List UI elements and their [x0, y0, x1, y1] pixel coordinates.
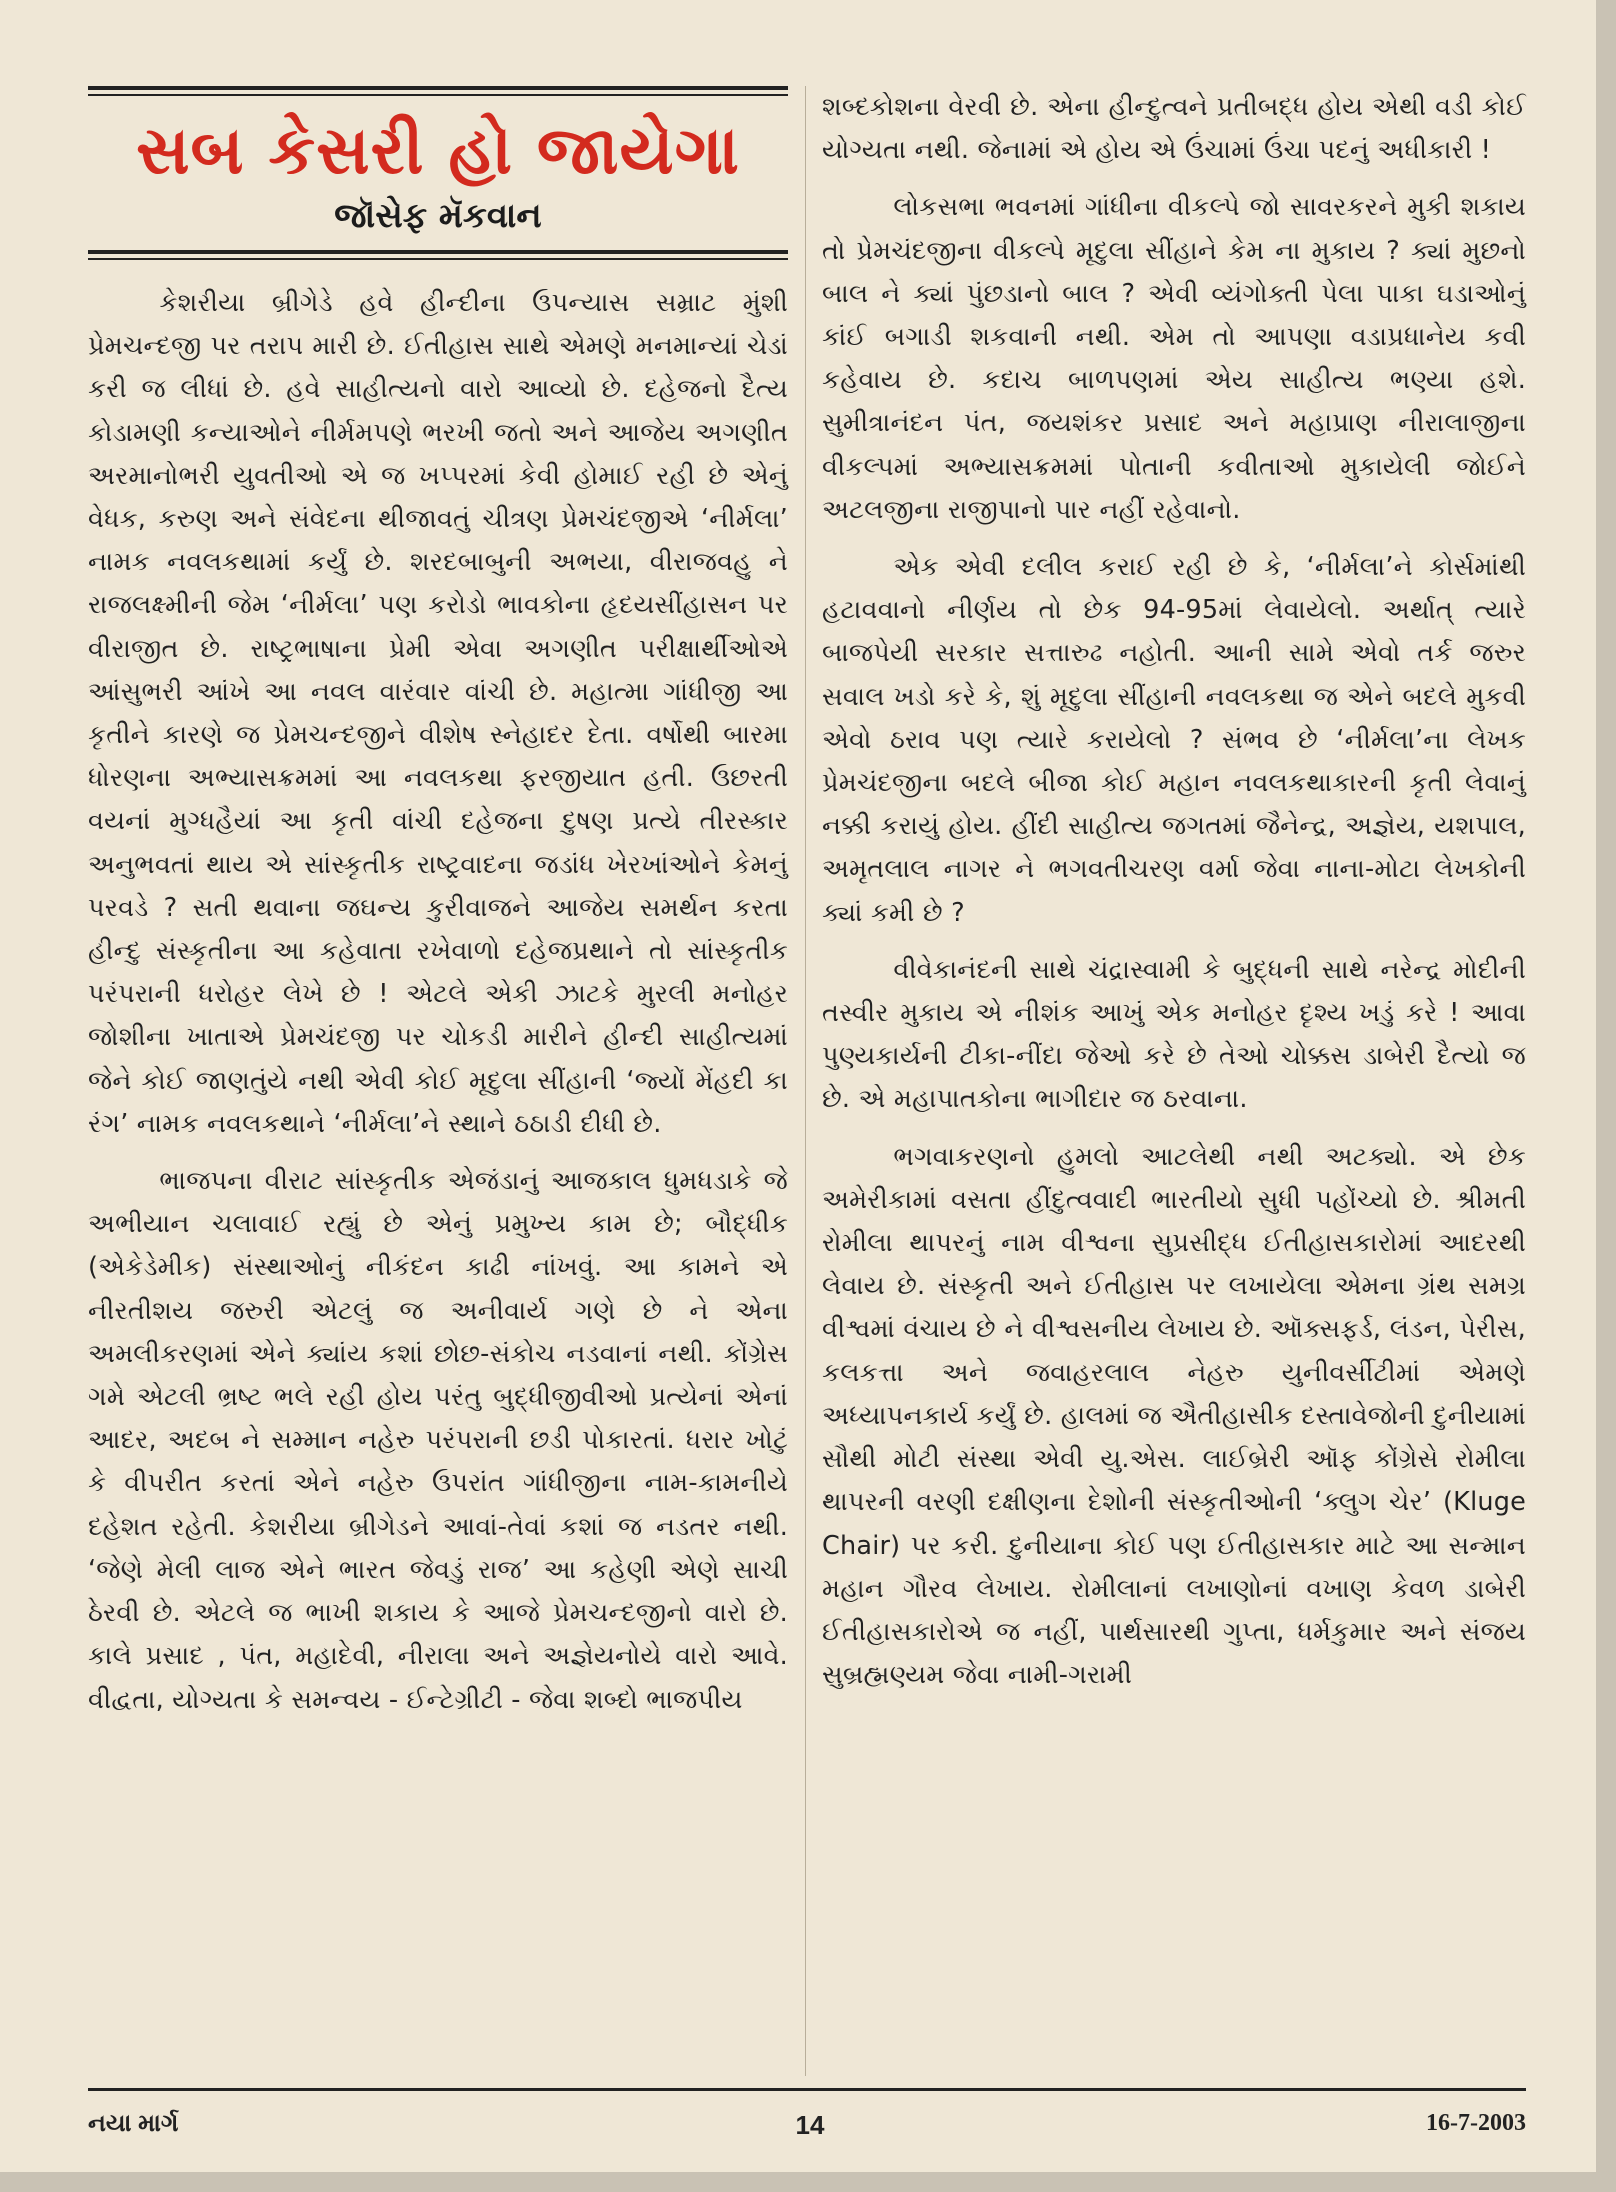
issue-date: 16-7-2003: [1426, 2110, 1526, 2136]
article-paragraph: ભાજપના વીરાટ સાંસ્કૃતીક એજંડાનું આજકાલ ધુમધડાકે જે અભીયાન ચલાવાઈ રહ્યું છે એનું પ્રમુખ્ય કામ છે; બૌદ્ધીક (એકેડેમીક) સંસ્થાઓનું નીકંદન કાઢી નાંખવું. આ કામને એ નીરતીશય જરુરી એટલું જ અનીવાર્ય ગણે છે ને એના અમલીકરણમાં એને ક્યાંય કશાં છોછ-સંકોચ નડવાનાં નથી. કોંગ્રેસ ગમે એટલી ભ્રષ્ટ ભલે રહી હોય પરંતુ બુદ્ધીજીવીઓ પ્રત્યેનાં એનાં આદર, અદબ ને સમ્માન નહેરુ પરંપરાની છડી પોકારતાં. ધરાર ખોટું કે વીપરીત કરતાં એને નહેરુ ઉપરાંત ગાંધીજીના નામ-કામનીયે દહેશત રહેતી. કેશરીયા બ્રીગેડને આવાં-તેવાં કશાં જ નડતર નથી. ‘જેણે મેલી લાજ એને ભારત જેવડું રાજ’ આ કહેણી એણે સાચી ઠેરવી છે. એટલે જ ભાખી શકાય કે આજે પ્રેમચન્દજીનો વારો છે. કાલે પ્રસાદ , પંત, મહાદેવી, નીરાલા અને અજ્ઞેયનોયે વારો આવે. વીદ્વતા, યોગ્યતા કે સમન્વય - ઈન્ટેગ્રીટી - જેવા શબ્દો ભાજપીય: [88, 1166, 788, 1715]
magazine-name: નયા માર્ગ: [88, 2110, 179, 2137]
column-divider: [805, 86, 806, 2076]
article-paragraph: શબ્દકોશના વેરવી છે. એના હીન્દુત્વને પ્રતીબદ્ધ હોય એથી વડી કોઈ યોગ્યતા નથી. જેનામાં એ હોય એ ઉંચામાં ઉંચા પદનું અધીકારી !: [822, 92, 1526, 166]
article-paragraph: ભગવાકરણનો હુમલો આટલેથી નથી અટક્યો. એ છેક અમેરીકામાં વસતા હીંદુત્વવાદી ભારતીયો સુધી પહોંચ્યો છે. શ્રીમતી રોમીલા થાપરનું નામ વીશ્વના સુપ્રસીદ્ધ ઈતીહાસકારોમાં આદરથી લેવાય છે. સંસ્કૃતી અને ઈતીહાસ પર લખાયેલા એમના ગ્રંથ સમગ્ર વીશ્વમાં વંચાય છે ને વીશ્વસનીય લેખાય છે. ઑક્સફર્ડ, લંડન, પેરીસ, કલકત્તા અને જવાહરલાલ નેહરુ યુનીવર્સીટીમાં એમણે અધ્યાપનકાર્ય કર્યું છે. હાલમાં જ ઐતીહાસીક દસ્તાવેજોની દુનીયામાં સૌથી મોટી સંસ્થા એવી યુ.એસ. લાઈબ્રેરી ઑફ કોંગ્રેસે રોમીલા થાપરની વરણી દક્ષીણના દેશોની સંસ્કૃતીઓની ‘ક્લુગ ચેર’ (Kluge Chair) પર કરી. દુનીયાના કોઈ પણ ઈતીહાસકાર માટે આ સન્માન મહાન ગૌરવ લેખાય. રોમીલાનાં લખાણોનાં વખાણ કેવળ ડાબેરી ઈતીહાસકારોએ જ નહીં, પાર્થસારથી ગુપ્તા, ધર્મકુમાર અને સંજય સુબ્રહ્મણ્યમ જેવા નામી-ગરામી: [822, 1141, 1526, 1691]
title-top-rule-thin: [88, 94, 788, 96]
article-paragraph: લોકસભા ભવનમાં ગાંધીના વીકલ્પે જો સાવરકરને મુકી શકાય તો પ્રેમચંદજીના વીકલ્પે મૃદુલા સીંહાને કેમ ના મુકાય ? ક્યાં મુછનો બાલ ને ક્યાં પુંછડાનો બાલ ? એવી વ્યંગોક્તી પેલા પાકા ઘડાઓનું કાંઈ બગાડી શકવાની નથી. એમ તો આપણા વડાપ્રધાનેય કવી કહેવાય છે. કદાચ બાળપણમાં એય સાહીત્ય ભણ્યા હશે. સુમીત્રાનંદન પંત, જયશંકર પ્રસાદ અને મહાપ્રાણ નીરાલાજીના વીકલ્પમાં અભ્યાસક્રમમાં પોતાની કવીતાઓ મુકાયેલી જોઈને અટલજીના રાજીપાનો પાર નહીં રહેવાનો.: [822, 192, 1526, 525]
right-column: [822, 86, 1526, 1697]
title-bottom-rule-thin: [88, 258, 788, 260]
left-column: [88, 282, 788, 1722]
article-title: સબ કેસરી હો જાયેગા: [136, 112, 740, 189]
footer-rule: [88, 2088, 1526, 2091]
article-paragraph: એક એવી દલીલ કરાઈ રહી છે કે, ‘નીર્મલા’ને કોર્સમાંથી હટાવવાનો નીર્ણય તો છેક 94-95માં લેવાયેલો. અર્થાત્ ત્યારે બાજપેયી સરકાર સત્તારુઢ નહોતી. આની સામે એવો તર્ક જરુર સવાલ ખડો કરે કે, શું મૃદુલા સીંહાની નવલકથા જ એને બદલે મુકવી એવો ઠરાવ પણ ત્યારે કરાયેલો ? સંભવ છે ‘નીર્મલા’ના લેખક પ્રેમચંદજીના બદલે બીજા કોઈ મહાન નવલકથાકારની કૃતી લેવાનું નક્કી કરાયું હોય. હીંદી સાહીત્ય જગતમાં જૈનેન્દ્ર, અજ્ઞેય, યશપાલ, અમૃતલાલ નાગર ને ભગવતીચરણ વર્મા જેવા નાના-મોટા લેખકોની ક્યાં કમી છે ?: [822, 552, 1526, 928]
title-top-rule: [88, 86, 788, 90]
article-paragraph: કેશરીયા બ્રીગેડે હવે હીન્દીના ઉપન્યાસ સમ્રાટ મુંશી પ્રેમચન્દજી પર તરાપ મારી છે. ઈતીહાસ સાથે એમણે મનમાન્યાં ચેડાં કરી જ લીધાં છે. હવે સાહીત્યનો વારો આવ્યો છે. દહેજનો દૈત્ય કોડામણી કન્યાઓને નીર્મમપણે ભરખી જતો અને આજેય અગણીત અરમાનોભરી યુવતીઓ એ જ ખપ્પરમાં કેવી હોમાઈ રહી છે એનું વેધક, કરુણ અને સંવેદના થીજાવતું ચીત્રણ પ્રેમચંદજીએ ‘નીર્મલા’ નામક નવલકથામાં કર્યું છે. શરદબાબુની અભયા, વીરાજવહુ ને રાજલક્ષ્મીની જેમ ‘નીર્મલા’ પણ કરોડો ભાવકોના હૃદયસીંહાસન પર વીરાજીત છે. રાષ્ટ્રભાષાના પ્રેમી એવા અગણીત પરીક્ષાર્થીઓએ આંસુભરી આંખે આ નવલ વારંવાર વાંચી છે. મહાત્મા ગાંધીજી આ કૃતીને કારણે જ પ્રેમચન્દજીને વીશેષ સ્નેહાદર દેતા. વર્ષોથી બારમા ધોરણના અભ્યાસક્રમમાં આ નવલકથા ફરજીયાત હતી. ઉછરતી વયનાં મુગ્ધહૈયાં આ કૃતી વાંચી દહેજના દુષણ પ્રત્યે તીરસ્કાર અનુભવતાં થાય એ સાંસ્કૃતીક રાષ્ટ્રવાદના જડાંધ ખેરખાંઓને કેમનું પરવડે ? સતી થવાના જઘન્ય કુરીવાજને આજેય સમર્થન કરતા હીન્દુ સંસ્કૃતીના આ કહેવાતા રખેવાળો દહેજપ્રથાને તો સાંસ્કૃતીક પરંપરાની ધરોહર લેખે છે ! એટલે એકી ઝાટકે મુરલી મનોહર જોશીના ખાતાએ પ્રેમચંદજી પર ચોકડી મારીને હીન્દી સાહીત્યમાં જેને કોઈ જાણતુંયે નથી એવી કોઈ મૃદુલા સીંહાની ‘જ્યોં મેંહદી કા રંગ’ નામક નવલકથાને ‘નીર્મલા’ને સ્થાને ઠઠાડી દીધી છે.: [88, 288, 788, 1139]
article-author: જૉસેફ મૅકવાન: [334, 196, 542, 236]
page-number: 14: [795, 2110, 825, 2140]
title-bottom-rule: [88, 250, 788, 254]
article-paragraph: વીવેકાનંદની સાથે ચંદ્રાસ્વામી કે બુદ્ધની સાથે નરેન્દ્ર મોદીની તસ્વીર મુકાય એ નીશંક આખું એક મનોહર દૃશ્ય ખડું કરે ! આવા પુણ્યકાર્યની ટીકા-નીંદા જેઓ કરે છે તેઓ ચોક્કસ ડાબેરી દૈત્યો જ છે. એ મહાપાતકોના ભાગીદાર જ ઠરવાના.: [822, 954, 1526, 1115]
